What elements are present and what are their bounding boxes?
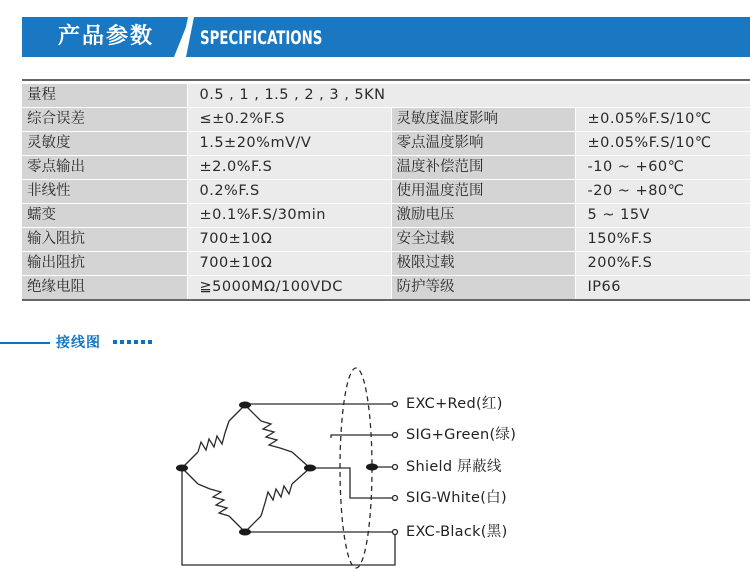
resistor-bottom-right bbox=[261, 484, 292, 516]
spec-value: IP66 bbox=[575, 276, 750, 301]
node-right bbox=[304, 465, 316, 472]
spec-value: 0.2%F.S bbox=[187, 180, 391, 204]
spec-table bbox=[22, 84, 750, 301]
spec-value: 150%F.S bbox=[575, 228, 750, 252]
spec-row bbox=[22, 156, 750, 180]
resistor-top-right bbox=[261, 421, 292, 452]
wire-label-exc-plus: EXC+Red(红) bbox=[406, 396, 503, 412]
spec-value: 0.5 , 1 , 1.5 , 2 , 3 , 5KN bbox=[187, 84, 750, 108]
spec-value: 200%F.S bbox=[575, 252, 750, 276]
wiring-heading-line bbox=[0, 342, 50, 344]
spec-value: ≤±0.2%F.S bbox=[187, 108, 391, 132]
section-banner bbox=[0, 17, 750, 57]
spec-table-body bbox=[22, 84, 750, 300]
spec-value: ±0.05%F.S/10℃ bbox=[575, 108, 750, 132]
spec-label: 安全过载 bbox=[391, 228, 575, 252]
spec-value: 700±10Ω bbox=[187, 228, 391, 252]
wire-left-loop bbox=[182, 468, 395, 565]
node-left bbox=[176, 465, 188, 472]
spec-row bbox=[22, 252, 750, 276]
spec-value: -10 ~ +60℃ bbox=[575, 156, 750, 180]
spec-label: 极限过载 bbox=[391, 252, 575, 276]
wire-label-sig-minus: SIG-White(白) bbox=[406, 490, 507, 506]
spec-label: 灵敏度 bbox=[22, 132, 187, 156]
spec-row bbox=[22, 132, 750, 156]
spec-label: 量程 bbox=[22, 84, 187, 108]
wire-label-sig-plus: SIG+Green(绿) bbox=[406, 427, 517, 443]
wiring-heading-title: 接线图 bbox=[56, 335, 101, 351]
banner-title-cn: 产品参数 bbox=[58, 24, 155, 49]
spec-value: ≧5000MΩ/100VDC bbox=[187, 276, 391, 301]
wiring-heading-dots bbox=[113, 340, 152, 344]
wiring-diagram bbox=[0, 360, 750, 571]
spec-row bbox=[22, 276, 750, 301]
spec-row bbox=[22, 204, 750, 228]
spec-label: 输入阻抗 bbox=[22, 228, 187, 252]
spec-row bbox=[22, 108, 750, 132]
spec-value: ±0.1%F.S/30min bbox=[187, 204, 391, 228]
wire-label-exc-minus: EXC-Black(黑) bbox=[406, 524, 508, 540]
wire-label-shield: Shield 屏蔽线 bbox=[406, 459, 502, 475]
banner-title-en: SPECIFICATIONS bbox=[200, 27, 323, 49]
spec-label: 绝缘电阻 bbox=[22, 276, 187, 301]
node-bottom bbox=[239, 529, 251, 536]
node-top bbox=[239, 402, 251, 409]
node-shield bbox=[366, 464, 378, 471]
resistor-top-left bbox=[198, 421, 229, 452]
spec-label: 蠕变 bbox=[22, 204, 187, 228]
table-top-rule bbox=[22, 79, 750, 81]
spec-label: 激励电压 bbox=[391, 204, 575, 228]
spec-label: 使用温度范围 bbox=[391, 180, 575, 204]
spec-value: 1.5±20%mV/V bbox=[187, 132, 391, 156]
spec-label: 综合误差 bbox=[22, 108, 187, 132]
spec-label: 输出阻抗 bbox=[22, 252, 187, 276]
spec-label: 灵敏度温度影响 bbox=[391, 108, 575, 132]
spec-label: 非线性 bbox=[22, 180, 187, 204]
spec-row bbox=[22, 84, 750, 108]
spec-row bbox=[22, 180, 750, 204]
spec-label: 防护等级 bbox=[391, 276, 575, 301]
spec-value: ±2.0%F.S bbox=[187, 156, 391, 180]
spec-value: 5 ~ 15V bbox=[575, 204, 750, 228]
resistor-bottom-left bbox=[198, 484, 229, 516]
spec-row bbox=[22, 228, 750, 252]
wire-sig-minus bbox=[310, 468, 395, 498]
spec-label: 零点温度影响 bbox=[391, 132, 575, 156]
spec-label: 零点输出 bbox=[22, 156, 187, 180]
spec-value: ±0.05%F.S/10℃ bbox=[575, 132, 750, 156]
spec-value: -20 ~ +80℃ bbox=[575, 180, 750, 204]
spec-label: 温度补偿范围 bbox=[391, 156, 575, 180]
spec-value: 700±10Ω bbox=[187, 252, 391, 276]
